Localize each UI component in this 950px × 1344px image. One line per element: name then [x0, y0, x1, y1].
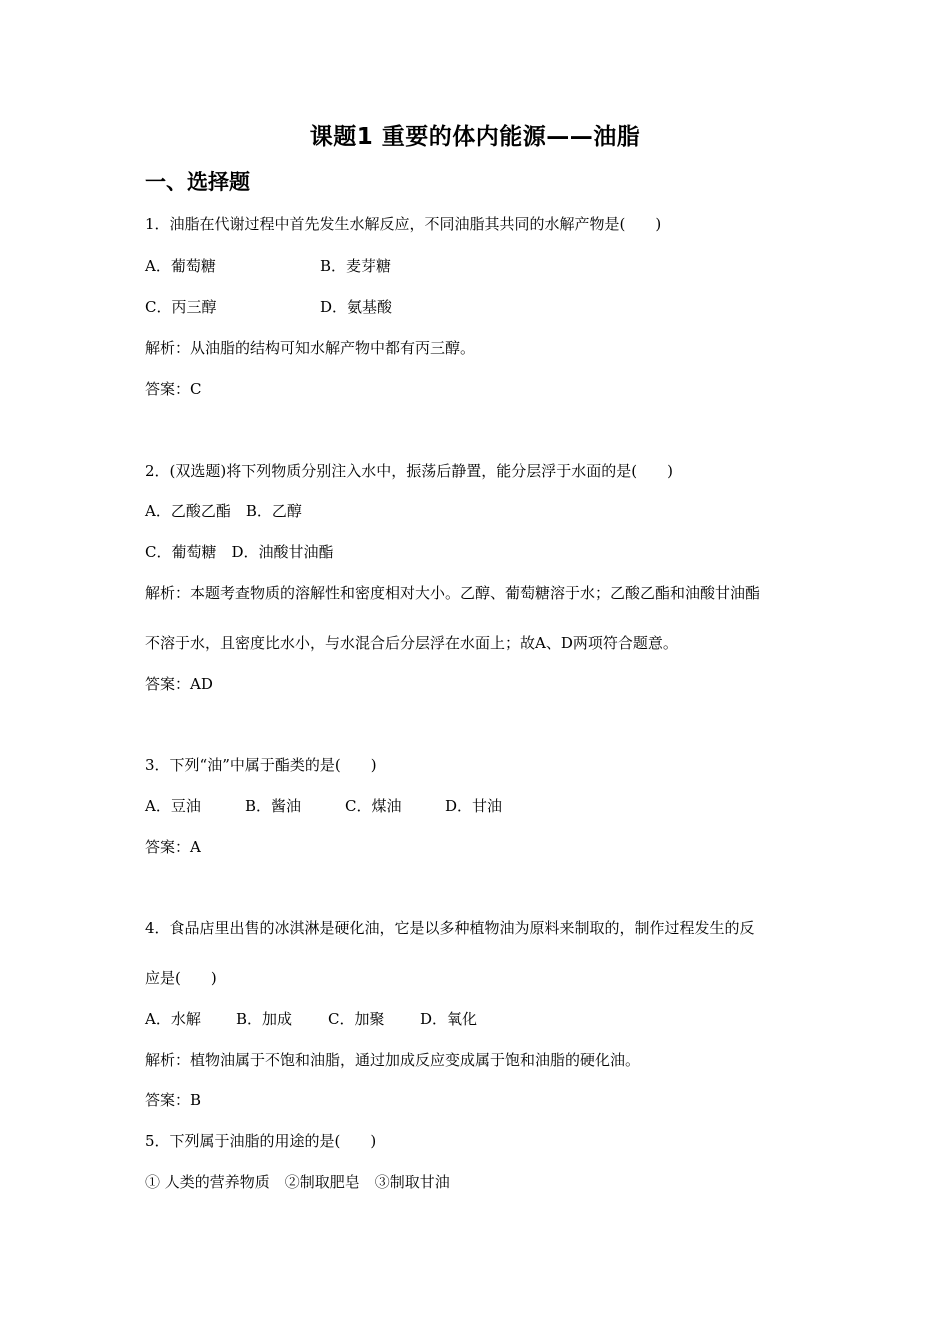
q2-stem: 2．(双选题)将下列物质分别注入水中，振荡后静置，能分层浮于水面的是( ) [145, 462, 673, 480]
q4-analysis: 解析：植物油属于不饱和油脂，通过加成反应变成属于饱和油脂的硬化油。 [145, 1051, 641, 1069]
q3-option-b: B．酱油 [245, 797, 302, 815]
q4-option-c: C．加聚 [328, 1010, 385, 1028]
q4-options [145, 1009, 477, 1029]
q1-option-b: B．麦芽糖 [320, 257, 392, 275]
q1-options-row1 [145, 256, 391, 276]
q4-option-b: B．加成 [236, 1010, 293, 1028]
section-heading: 一、选择题 [145, 170, 250, 194]
q3-options [145, 796, 502, 816]
q4-answer: 答案：B [145, 1091, 202, 1109]
q1-stem: 1．油脂在代谢过程中首先发生水解反应，不同油脂其共同的水解产物是( ) [145, 215, 662, 233]
q3-option-c: C．煤油 [345, 797, 402, 815]
q3-answer: 答案：A [145, 838, 201, 856]
q1-option-a: A．葡萄糖 [145, 257, 216, 275]
q2-options-cd: C．葡萄糖 D．油酸甘油酯 [145, 543, 334, 561]
q4-stem-line1: 4．食品店里出售的冰淇淋是硬化油，它是以多种植物油为原料来制取的，制作过程发生的反 [145, 919, 755, 937]
q3-option-d: D．甘油 [445, 797, 503, 815]
q1-option-d: D．氨基酸 [320, 298, 393, 316]
q1-options-row2 [145, 297, 392, 317]
q1-answer: 答案：C [145, 380, 202, 398]
q3-option-a: A．豆油 [145, 797, 201, 815]
q5-stem: 5．下列属于油脂的用途的是( ) [145, 1132, 377, 1150]
q1-analysis: 解析：从油脂的结构可知水解产物中都有丙三醇。 [145, 339, 476, 357]
q5-items: ① 人类的营养物质 ②制取肥皂 ③制取甘油 [145, 1173, 450, 1191]
q2-options-ab: A．乙酸乙酯 B．乙醇 [145, 502, 302, 520]
q1-option-c: C．丙三醇 [145, 298, 217, 316]
q4-stem-line2: 应是( ) [145, 969, 217, 987]
q3-stem: 3．下列“油”中属于酯类的是( ) [145, 756, 377, 774]
page-title: 课题1 重要的体内能源——油脂 [309, 124, 641, 150]
q2-answer: 答案：AD [145, 675, 213, 693]
q4-option-d: D．氧化 [420, 1010, 478, 1028]
q4-option-a: A．水解 [145, 1010, 201, 1028]
q2-analysis-line1: 解析：本题考查物质的溶解性和密度相对大小。乙醇、葡萄糖溶于水；乙酸乙酯和油酸甘油酯 [145, 584, 761, 602]
q2-analysis-line2: 不溶于水，且密度比水小，与水混合后分层浮在水面上；故A、D两项符合题意。 [145, 634, 678, 652]
